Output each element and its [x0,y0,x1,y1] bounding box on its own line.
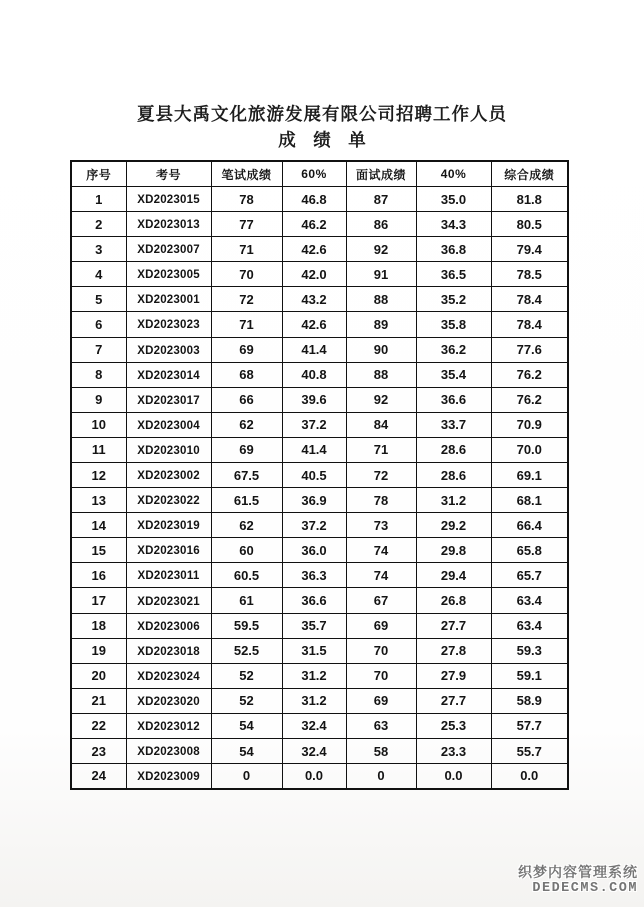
table-cell: 42.0 [282,262,346,287]
table-cell: 59.3 [491,638,568,663]
exam-id-cell: XD2023016 [128,538,210,563]
table-cell: 60 [211,538,282,563]
table-cell: 36.0 [282,538,346,563]
exam-id-cell: XD2023019 [128,513,210,538]
table-cell: 71 [211,312,282,337]
table-cell: 34.3 [416,212,491,237]
table-cell: 35.0 [416,186,491,211]
table-cell: 32.4 [282,713,346,738]
watermark [518,864,638,898]
table-cell: 78 [211,186,282,211]
table-cell: 11 [71,437,126,462]
table-cell: 23.3 [416,739,491,764]
exam-id-cell: XD2023014 [128,362,210,387]
table-cell: 70 [346,663,416,688]
table-cell: 20 [71,663,126,688]
table-cell: 70 [346,638,416,663]
table-cell: 79.4 [491,237,568,262]
table-row [71,538,568,563]
table-cell: 73 [346,513,416,538]
table-cell: 41.4 [282,437,346,462]
table-cell: 25.3 [416,713,491,738]
table-cell: 76.2 [491,362,568,387]
table-cell: 27.8 [416,638,491,663]
table-cell: 40.8 [282,362,346,387]
exam-id-cell: XD2023011 [128,563,210,588]
table-cell: 31.5 [282,638,346,663]
table-row [71,563,568,588]
table-cell: 90 [346,337,416,362]
table-cell: 5 [71,287,126,312]
table-cell: 74 [346,563,416,588]
table-cell: 77 [211,212,282,237]
table-cell: 72 [211,287,282,312]
table-cell: 58 [346,739,416,764]
table-cell: 42.6 [282,237,346,262]
table-cell: 7 [71,337,126,362]
table-cell: 10 [71,412,126,437]
exam-id-cell: XD2023022 [128,488,210,513]
table-row [71,588,568,613]
table-cell: 74 [346,538,416,563]
page-title: 夏县大禹文化旅游发展有限公司招聘工作人员 [137,104,507,124]
table-cell: 88 [346,362,416,387]
exam-id-cell: XD2023008 [128,739,210,764]
exam-id-cell: XD2023004 [128,412,210,437]
exam-id-cell: XD2023003 [128,337,210,362]
table-cell: 65.7 [491,563,568,588]
table-row [71,212,568,237]
table-cell: 69 [211,437,282,462]
header-cell: 综合成绩 [491,161,568,186]
header-cell: 60% [282,161,346,186]
table-cell: 70.0 [491,437,568,462]
table-cell: 54 [211,739,282,764]
table-cell: 76.2 [491,387,568,412]
table-row [71,613,568,638]
table-cell: 16 [71,563,126,588]
table-row [71,312,568,337]
table-cell: 36.6 [416,387,491,412]
table-cell: 92 [346,237,416,262]
table-row [71,463,568,488]
table-cell: 69 [211,337,282,362]
table-cell: 31.2 [282,688,346,713]
table-cell: 12 [71,463,126,488]
table-cell: 19 [71,638,126,663]
table-cell: 65.8 [491,538,568,563]
exam-id-cell: XD2023010 [128,437,210,462]
table-row [71,638,568,663]
table-cell: 4 [71,262,126,287]
table-cell: 14 [71,513,126,538]
table-cell: 31.2 [282,663,346,688]
table-cell: 29.4 [416,563,491,588]
table-cell: 23 [71,739,126,764]
watermark-line2: DEDECMS.COM [532,881,638,897]
table-cell: 32.4 [282,739,346,764]
table-cell: 78.5 [491,262,568,287]
table-cell: 28.6 [416,463,491,488]
table-cell: 68 [211,362,282,387]
table-cell: 68.1 [491,488,568,513]
table-cell: 21 [71,688,126,713]
table-cell: 43.2 [282,287,346,312]
table-cell: 28.6 [416,437,491,462]
table-cell: 36.3 [282,563,346,588]
table-cell: 22 [71,713,126,738]
table-cell: 36.6 [282,588,346,613]
table-cell: 27.7 [416,688,491,713]
table-cell: 80.5 [491,212,568,237]
table-cell: 8 [71,362,126,387]
table-cell: 37.2 [282,412,346,437]
exam-id-cell: XD2023020 [128,688,210,713]
table-cell: 67.5 [211,463,282,488]
table-cell: 70 [211,262,282,287]
table-cell: 55.7 [491,739,568,764]
table-cell: 46.2 [282,212,346,237]
table-cell: 18 [71,613,126,638]
exam-id-cell: XD2023005 [128,262,210,287]
table-row [71,287,568,312]
table-row [71,186,568,211]
table-cell: 61 [211,588,282,613]
table-cell: 1 [71,186,126,211]
table-cell: 69 [346,688,416,713]
table-cell: 81.8 [491,186,568,211]
table-cell: 54 [211,713,282,738]
table-cell: 52.5 [211,638,282,663]
table-cell: 92 [346,387,416,412]
table-cell: 52 [211,688,282,713]
table-row [71,713,568,738]
table-cell: 61.5 [211,488,282,513]
table-cell: 41.4 [282,337,346,362]
table-cell: 62 [211,412,282,437]
table-cell: 36.9 [282,488,346,513]
table-row [71,412,568,437]
table-row [71,387,568,412]
exam-id-cell: XD2023007 [128,237,210,262]
table-cell: 71 [346,437,416,462]
exam-id-cell: XD2023009 [128,764,210,789]
exam-id-cell: XD2023017 [128,387,210,412]
table-cell: 0 [346,764,416,789]
table-row [71,437,568,462]
table-cell: 3 [71,237,126,262]
table-cell: 62 [211,513,282,538]
table-cell: 58.9 [491,688,568,713]
table-cell: 0.0 [416,764,491,789]
table-cell: 36.2 [416,337,491,362]
table-cell: 0 [211,764,282,789]
table-cell: 72 [346,463,416,488]
table-cell: 71 [211,237,282,262]
table-cell: 26.8 [416,588,491,613]
table-cell: 40.5 [282,463,346,488]
table-cell: 37.2 [282,513,346,538]
table-cell: 15 [71,538,126,563]
table-cell: 35.2 [416,287,491,312]
table-cell: 36.5 [416,262,491,287]
table-cell: 35.4 [416,362,491,387]
header-cell: 考号 [126,161,211,186]
score-table [70,160,569,789]
exam-id-cell: XD2023006 [128,613,210,638]
table-row [71,337,568,362]
page-subtitle: 成 绩 单 [278,129,366,150]
table-cell: 87 [346,186,416,211]
table-cell: 66.4 [491,513,568,538]
table-cell: 29.2 [416,513,491,538]
table-cell: 69 [346,613,416,638]
table-cell: 59.1 [491,663,568,688]
table-row [71,688,568,713]
table-cell: 77.6 [491,337,568,362]
table-cell: 63.4 [491,588,568,613]
table-cell: 59.5 [211,613,282,638]
table-cell: 57.7 [491,713,568,738]
table-cell: 35.8 [416,312,491,337]
table-cell: 33.7 [416,412,491,437]
table-cell: 89 [346,312,416,337]
table-cell: 88 [346,287,416,312]
table-cell: 27.7 [416,613,491,638]
table-row [71,262,568,287]
exam-id-cell: XD2023024 [128,663,210,688]
header-cell: 序号 [71,161,126,186]
table-row [71,663,568,688]
table-row [71,513,568,538]
exam-id-cell: XD2023002 [128,463,210,488]
table-cell: 0.0 [282,764,346,789]
table-cell: 27.9 [416,663,491,688]
table-cell: 69.1 [491,463,568,488]
table-cell: 6 [71,312,126,337]
table-cell: 29.8 [416,538,491,563]
table-row [71,488,568,513]
table-cell: 67 [346,588,416,613]
table-cell: 35.7 [282,613,346,638]
table-cell: 86 [346,212,416,237]
table-row [71,237,568,262]
table-cell: 36.8 [416,237,491,262]
table-cell: 70.9 [491,412,568,437]
table-cell: 91 [346,262,416,287]
table-cell: 84 [346,412,416,437]
table-cell: 60.5 [211,563,282,588]
exam-id-cell: XD2023013 [128,212,210,237]
table-cell: 78.4 [491,312,568,337]
table-cell: 24 [71,764,126,789]
table-cell: 17 [71,588,126,613]
table-header-row [71,161,568,186]
table-row [71,739,568,764]
table-cell: 78.4 [491,287,568,312]
exam-id-cell: XD2023018 [128,638,210,663]
table-cell: 9 [71,387,126,412]
watermark-line1: 织梦内容管理系统 [518,863,638,880]
header-cell: 面试成绩 [346,161,416,186]
table-cell: 2 [71,212,126,237]
table-cell: 39.6 [282,387,346,412]
table-cell: 52 [211,663,282,688]
table-cell: 46.8 [282,186,346,211]
exam-id-cell: XD2023023 [128,312,210,337]
exam-id-cell: XD2023015 [128,186,210,211]
table-cell: 42.6 [282,312,346,337]
table-cell: 63 [346,713,416,738]
table-cell: 13 [71,488,126,513]
exam-id-cell: XD2023021 [128,588,210,613]
table-row [71,362,568,387]
table-cell: 63.4 [491,613,568,638]
header-cell: 笔试成绩 [211,161,282,186]
table-cell: 78 [346,488,416,513]
table-cell: 66 [211,387,282,412]
exam-id-cell: XD2023012 [128,713,210,738]
table-row [71,764,568,789]
table-cell: 31.2 [416,488,491,513]
exam-id-cell: XD2023001 [128,287,210,312]
header-cell: 40% [416,161,491,186]
table-cell: 0.0 [491,764,568,789]
